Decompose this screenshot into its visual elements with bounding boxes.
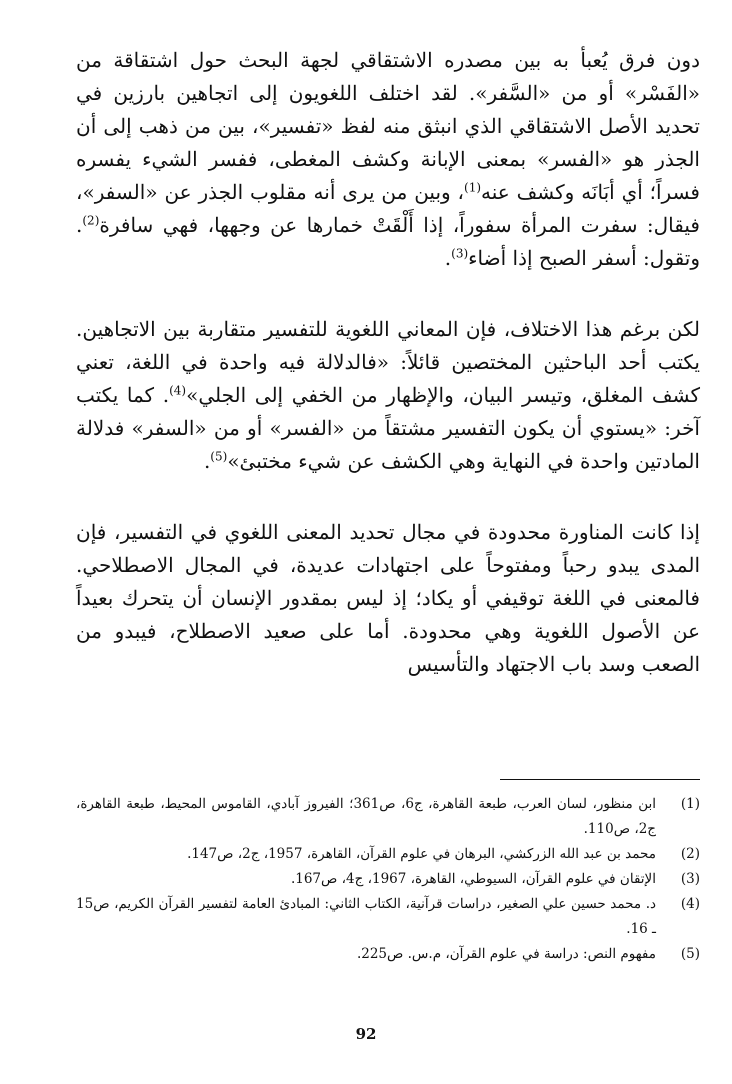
footnote-item	[76, 792, 700, 842]
footnote-text: الإتقان في علوم القرآن، السيوطي، القاهرة، 1967، ج4، ص167.	[290, 871, 656, 887]
footnote-item	[76, 892, 700, 942]
page-number: 92	[355, 1025, 377, 1043]
footnote-item	[76, 842, 700, 867]
footnote-number: (3)	[680, 871, 700, 887]
footnote-text: مفهوم النص: دراسة في علوم القرآن، م.س. ص225.	[356, 946, 656, 962]
footnote-number: (2)	[680, 846, 700, 862]
footnote-text: ابن منظور، لسان العرب، طبعة القاهرة، ج6، ص361؛ الفيروز آبادي، القاموس المحيط، طبعة القاهرة، ج2، ص110.	[76, 796, 656, 837]
text-run: .	[203, 449, 211, 473]
text-run: .	[444, 246, 452, 270]
footnote-item	[76, 942, 700, 967]
footnote-number: (5)	[680, 946, 700, 962]
footnote-text: د. محمد حسين علي الصغير، دراسات قرآنية، الكتاب الثاني: المبادئ العامة لتفسير القرآن الكريم، ص15 ـ 16.	[76, 896, 656, 937]
footnote-number: (4)	[680, 896, 700, 912]
footnote-ref[interactable]: (5)	[210, 449, 228, 464]
footnote-item	[76, 867, 700, 892]
paragraph-2	[76, 313, 700, 478]
text-run: ، وبين من يرى أنه مقلوب الجذر عن «السفر»، فيقال: سفرت المرأة سفوراً، إذا أَلْقَتْ خمارها عن وجهها، فهي سافرة	[76, 180, 700, 237]
footnote-number: (1)	[680, 796, 700, 812]
footnote-ref[interactable]: (1)	[464, 180, 482, 195]
main-text	[76, 44, 700, 681]
footnote-ref[interactable]: (2)	[82, 213, 100, 228]
footnote-ref[interactable]: (4)	[169, 383, 187, 398]
footnote-text: محمد بن عبد الله الزركشي، البرهان في علوم القرآن، القاهرة، 1957، ج2، ص147.	[187, 846, 656, 862]
footnotes-list	[76, 792, 700, 967]
text-run: . كما يكتب آخر: «يستوي أن يكون التفسير مشتقاً من «الفسر» أو من «السفر» فدلالة المادتين واحدة في النهاية وهي الكشف عن شيء مختبئ»	[76, 383, 700, 473]
paragraph-3	[76, 516, 700, 681]
text-run: دون فرق يُعبأ به بين مصدره الاشتقاقي لجهة البحث حول اشتقاقة من «الفَسْر» أو من «السَّفر». لقد اختلف اللغويون إلى اتجاهين بارزين في تحديد الأصل الاشتقاقي الذي انبثق منه لفظ «تفسير»، بين من ذهب إلى أن الجذر هو «الفسر» بمعنى الإبانة وكشف المغطى، ففسر الشيء يفسره فسراً؛ أي أبَانَه وكشف عنه	[76, 48, 700, 204]
text-run: . وتقول: أسفر الصبح إذا أضاء	[76, 213, 700, 270]
footnote-separator	[500, 779, 700, 780]
text-run: إذا كانت المناورة محدودة في مجال تحديد المعنى اللغوي في التفسير، فإن المدى يبدو رحباً ومفتوحاً على اجتهادات عديدة، في المجال الاصطلاحي. فالمعنى في اللغة توقيفي أو يكاد؛ إذ ليس بمقدور الإنسان أن يتحرك بعيداً عن الأصول اللغوية وهي محدودة. أما على صعيد الاصطلاح، فيبدو من الصعب وسد باب الاجتهاد والتأسيس	[76, 520, 700, 676]
footnote-ref[interactable]: (3)	[451, 246, 469, 261]
text-run: لكن برغم هذا الاختلاف، فإن المعاني اللغوية للتفسير متقاربة بين الاتجاهين. يكتب أحد الباحثين المختصين قائلاً: «فالدلالة فيه واحدة في اللغة، تعني كشف المغلق، وتيسر البيان، والإظهار من الخفي إلى الجلي»	[76, 317, 700, 407]
paragraph-1	[76, 44, 700, 275]
